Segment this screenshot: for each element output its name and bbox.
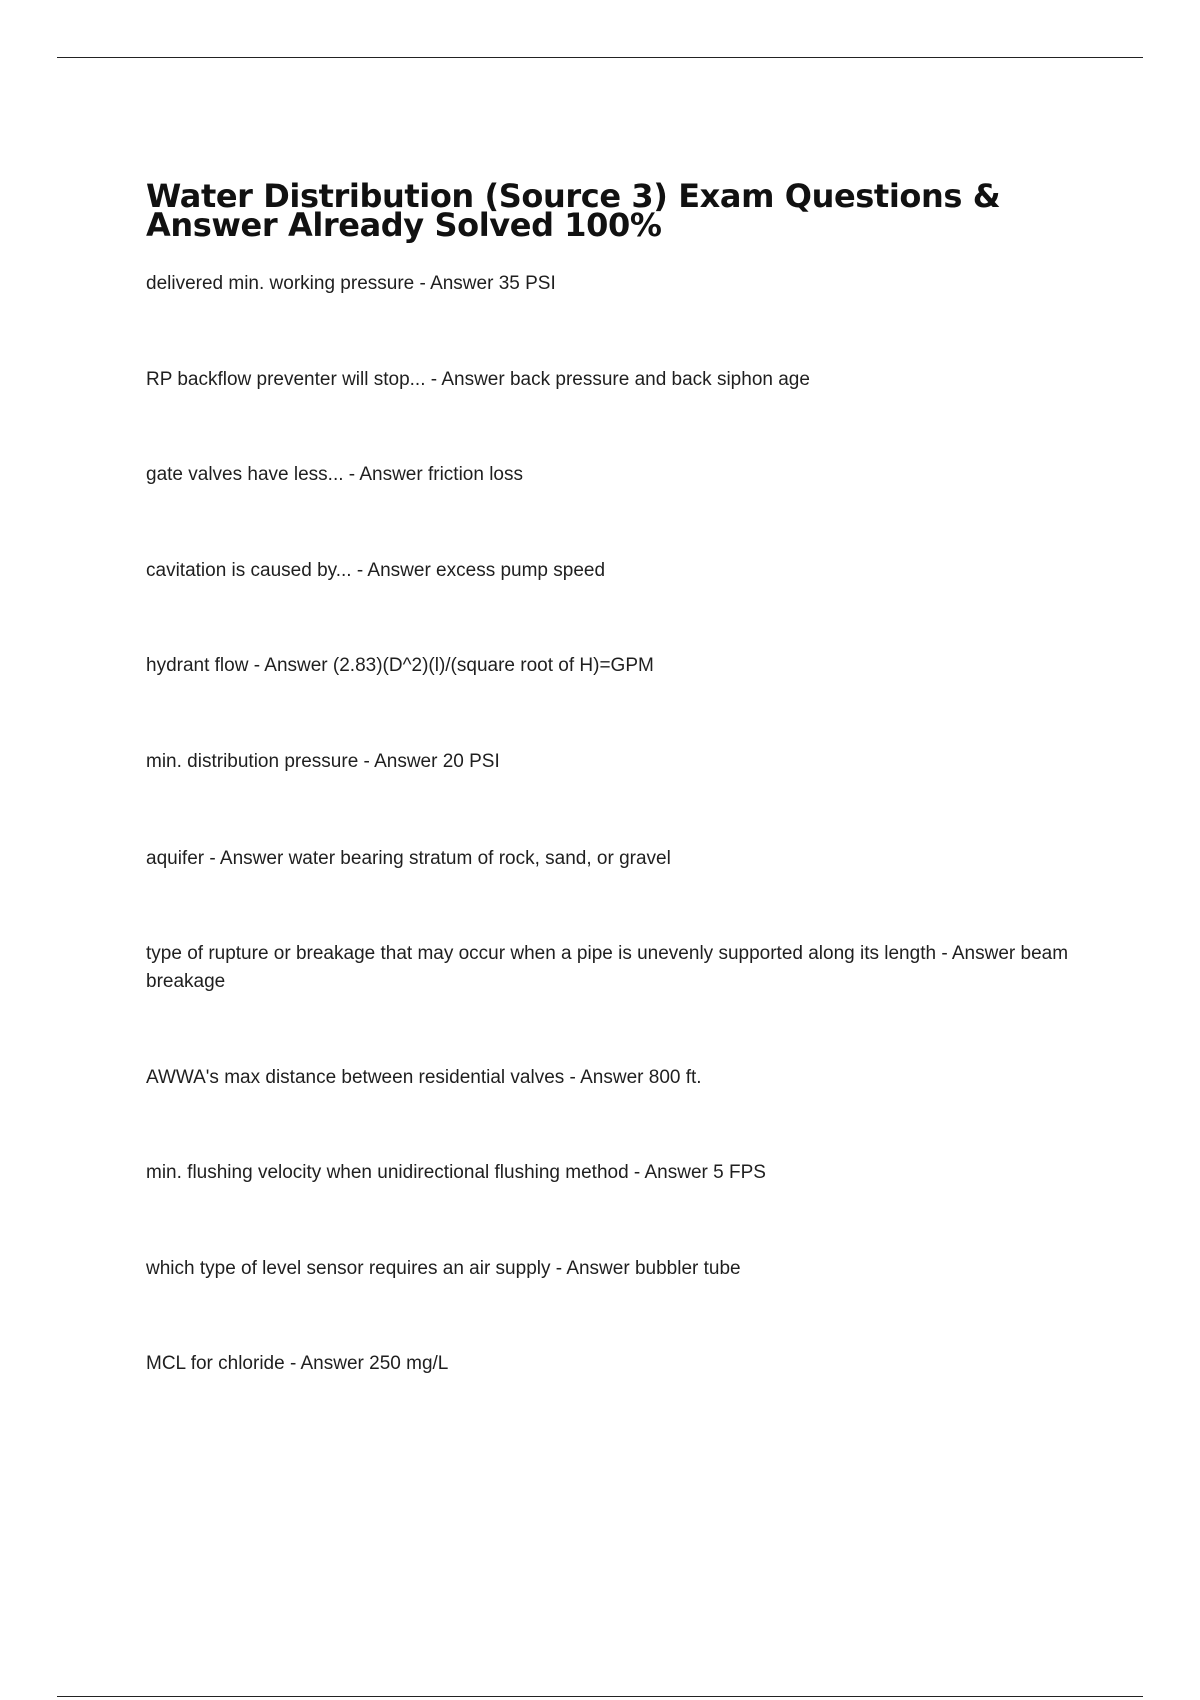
- qa-item: MCL for chloride - Answer 250 mg/L: [146, 1353, 449, 1374]
- qa-item: hydrant flow - Answer (2.83)(D^2)(l)/(square root of H)=GPM: [146, 655, 654, 676]
- qa-item: AWWA's max distance between residential valves - Answer 800 ft.: [146, 1067, 702, 1088]
- qa-item: gate valves have less... - Answer friction loss: [146, 464, 523, 485]
- qa-item: which type of level sensor requires an air supply - Answer bubbler tube: [146, 1258, 741, 1279]
- qa-item: RP backflow preventer will stop... - Answer back pressure and back siphon age: [146, 369, 810, 390]
- bottom-rule: [57, 1696, 1143, 1697]
- qa-item: aquifer - Answer water bearing stratum of rock, sand, or gravel: [146, 848, 671, 869]
- qa-item: delivered min. working pressure - Answer 35 PSI: [146, 273, 556, 294]
- qa-item: min. flushing velocity when unidirectional flushing method - Answer 5 FPS: [146, 1162, 766, 1183]
- qa-item: cavitation is caused by... - Answer excess pump speed: [146, 560, 606, 581]
- document-body: [146, 177, 1096, 1374]
- document-title: Water Distribution (Source 3) Exam Questions & Answer Already Solved 100%: [146, 177, 1001, 244]
- top-rule: [57, 57, 1143, 58]
- qa-item: min. distribution pressure - Answer 20 PSI: [146, 751, 500, 772]
- qa-item: type of rupture or breakage that may occur when a pipe is unevenly supported along its length - Answer beam breakage: [146, 943, 1069, 992]
